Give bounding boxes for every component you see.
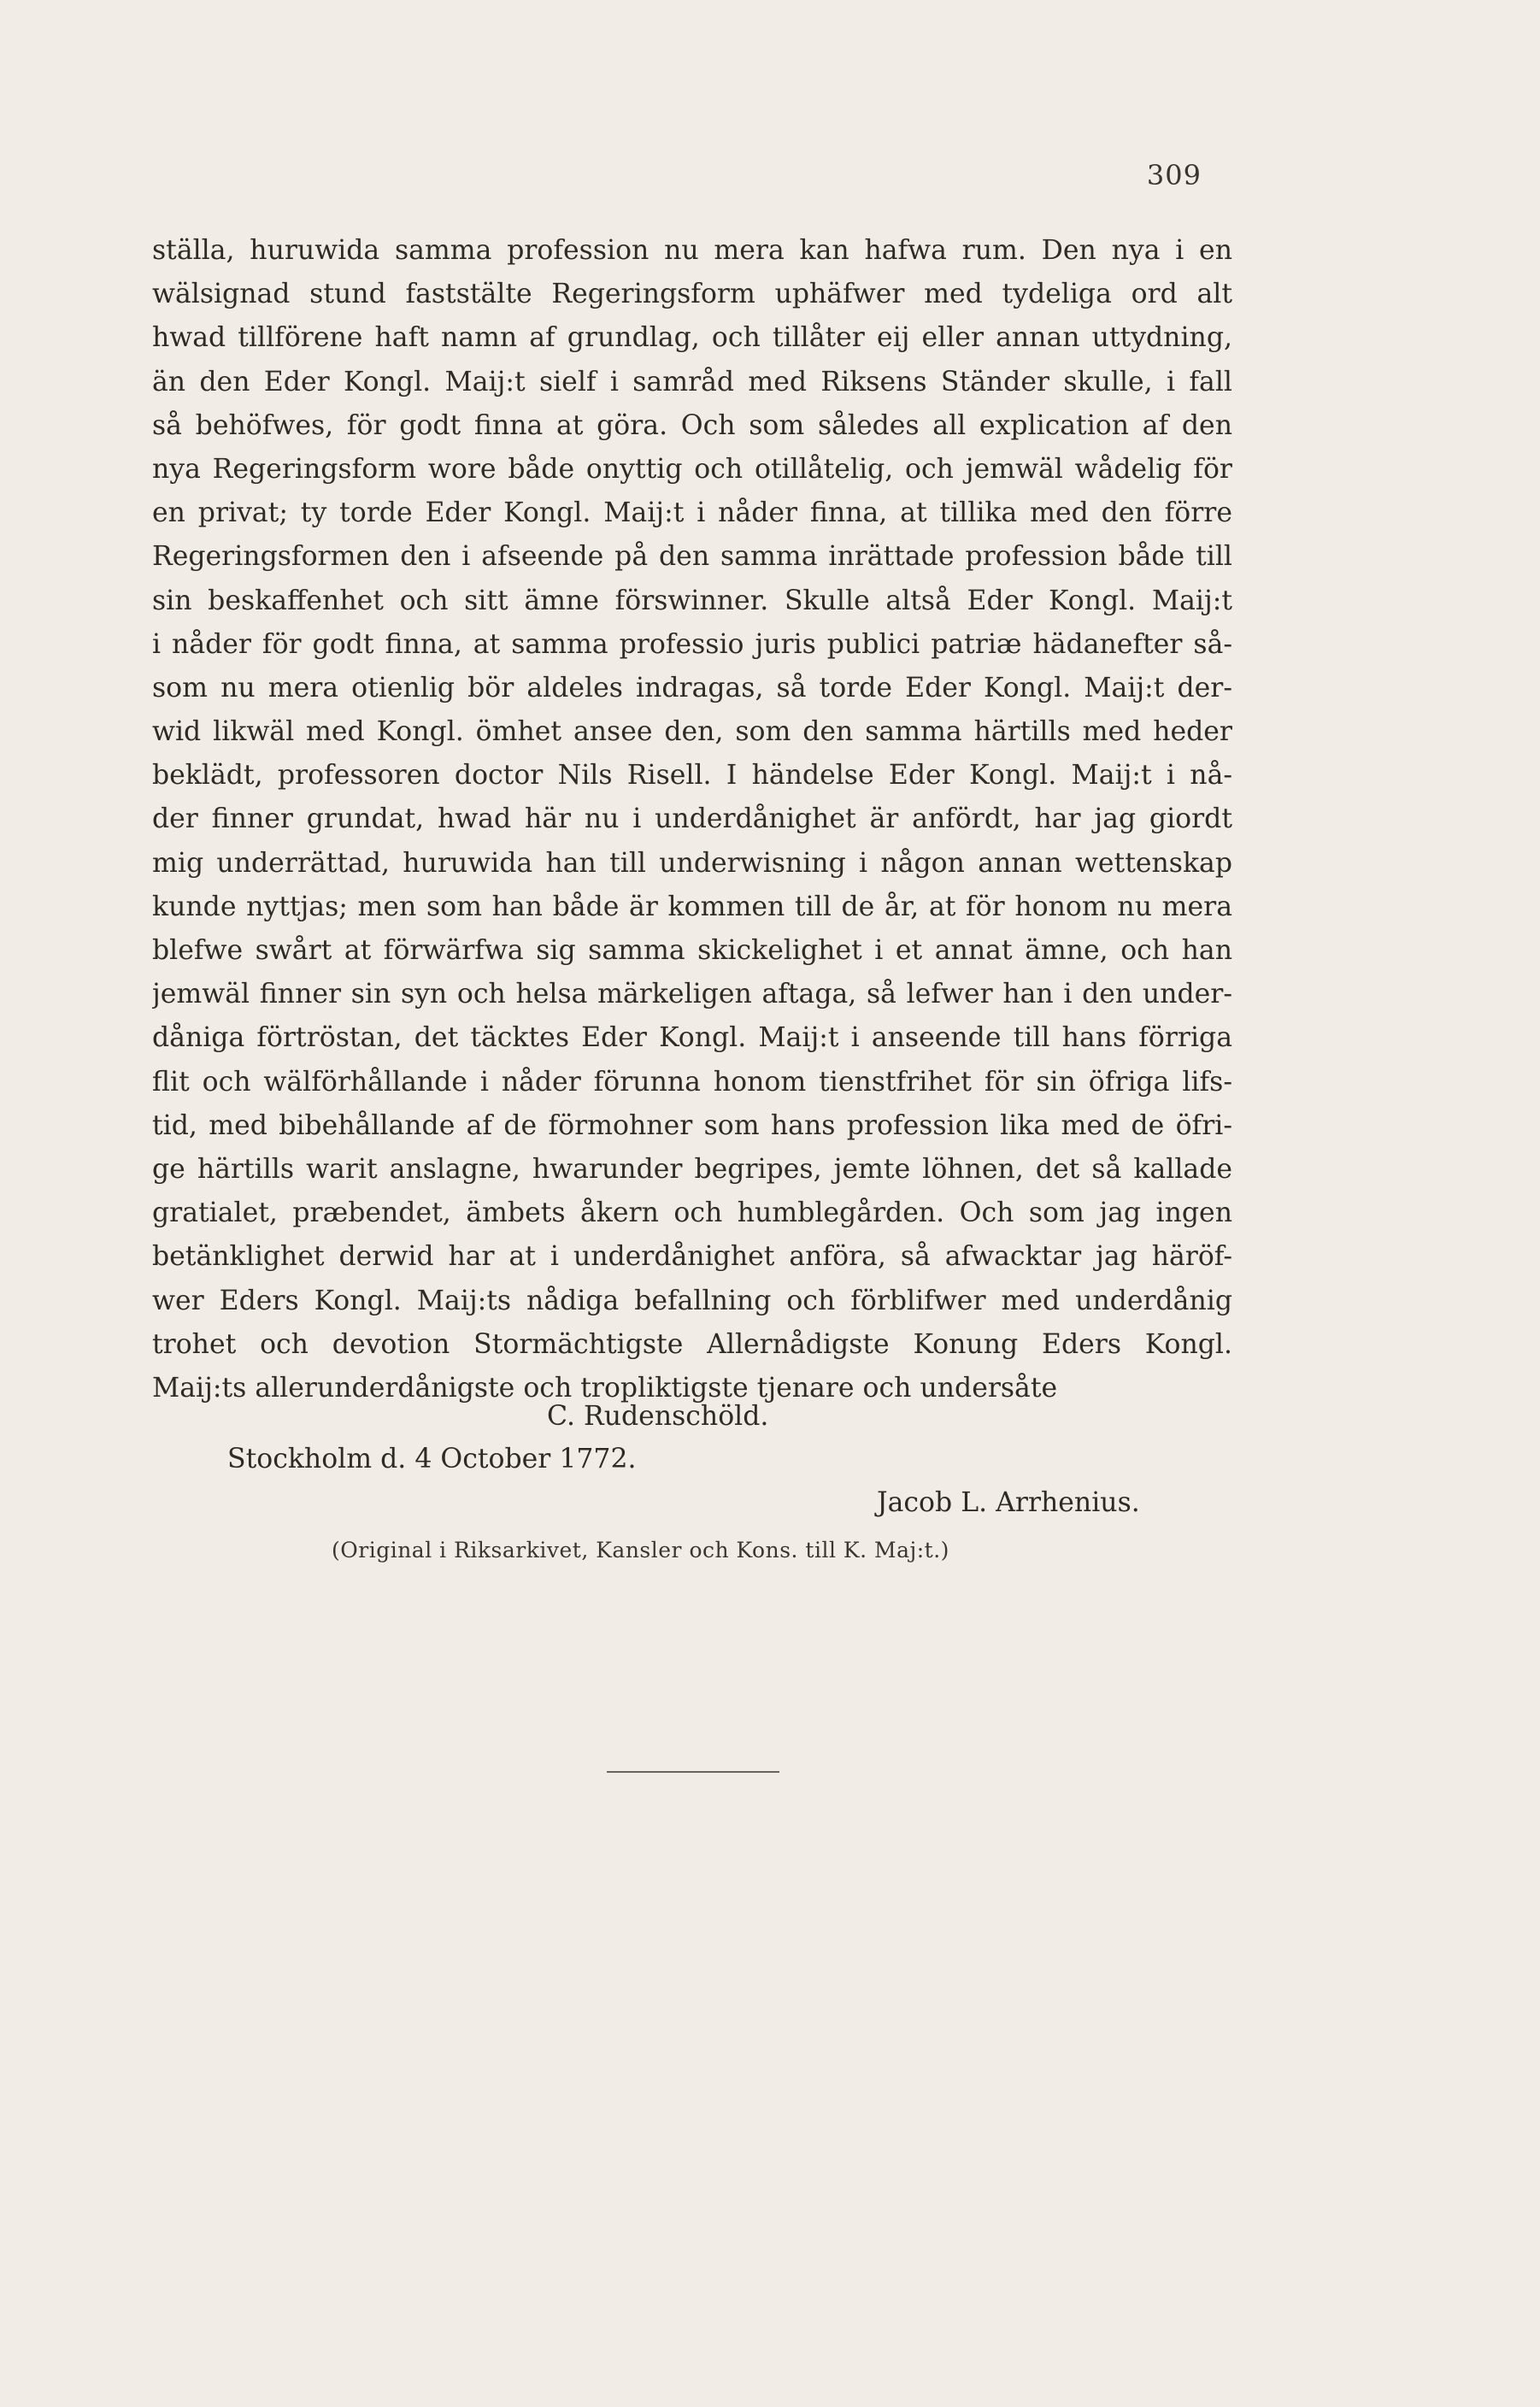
signature-rudenschold: C. Rudenschöld.	[547, 1401, 769, 1432]
text-line: beklädt, professoren doctor Nils Risell. I händelse Eder Kongl. Maij:t i nå-	[152, 760, 1232, 792]
signature-arrhenius: Jacob L. Arrhenius.	[877, 1487, 1140, 1518]
text-line: betänklighet derwid har at i underdånighet anföra, så afwacktar jag häröf-	[152, 1241, 1232, 1273]
text-line: wälsignad stund faststälte Regeringsform uphäfwer med tydeliga ord alt	[152, 279, 1232, 310]
section-divider	[607, 1771, 779, 1773]
text-line: wer Eders Kongl. Maij:ts nådiga befallning och förblifwer med underdånig	[152, 1285, 1232, 1316]
place-date-line: Stockholm d. 4 October 1772.	[227, 1444, 637, 1474]
letter-body	[152, 229, 1232, 1410]
text-line: en privat; ty torde Eder Kongl. Maij:t i nåder finna, at tillika med den förre	[152, 497, 1232, 529]
text-line: än den Eder Kongl. Maij:t sielf i samråd med Riksens Ständer skulle, i fall	[152, 366, 1232, 397]
text-line: mig underrättad, huruwida han till underwisning i någon annan wettenskap	[152, 847, 1232, 879]
text-line: så behöfwes, för godt finna at göra. Och som således all explication af den	[152, 409, 1232, 441]
text-line: Regeringsformen den i afseende på den samma inrättade profession både till	[152, 541, 1232, 573]
text-line: Maij:ts allerunderdånigste och tropliktigste tjenare och undersåte	[152, 1372, 1058, 1404]
text-line: i nåder för godt finna, at samma professio juris publici patriæ hädanefter så-	[152, 628, 1232, 660]
text-line: ge härtills warit anslagne, hwarunder begripes, jemte löhnen, det så kallade	[152, 1153, 1232, 1185]
text-line: gratialet, præbendet, ämbets åkern och humblegården. Och som jag ingen	[152, 1198, 1232, 1229]
source-note: (Original i Riksarkivet, Kansler och Kons. till K. Maj:t.)	[332, 1538, 949, 1562]
text-line: nya Regeringsform wore både onyttig och otillåtelig, och jemwäl wådelig för	[152, 453, 1232, 485]
text-line: trohet och devotion Stormächtigste Allernådigste Konung Eders Kongl.	[152, 1328, 1232, 1360]
text-line: ställa, huruwida samma profession nu mera kan hafwa rum. Den nya i en	[152, 235, 1232, 266]
text-line: wid likwäl med Kongl. ömhet ansee den, som den samma härtills med heder	[152, 716, 1232, 748]
text-line: der finner grundat, hwad här nu i underdånighet är anfördt, har jag giordt	[152, 803, 1232, 835]
text-line: jemwäl finner sin syn och helsa märkeligen aftaga, så lefwer han i den under-	[152, 979, 1232, 1010]
text-line: kunde nyttjas; men som han både är kommen till de år, at för honom nu mera	[152, 891, 1232, 922]
text-line: tid, med bibehållande af de förmohner som hans profession lika med de öfri-	[152, 1109, 1232, 1141]
text-line: dåniga förtröstan, det täcktes Eder Kongl. Maij:t i anseende till hans förriga	[152, 1022, 1232, 1054]
text-line: flit och wälförhållande i nåder förunna honom tienstfrihet för sin öfriga lifs-	[152, 1066, 1232, 1098]
text-line: hwad tillförene haft namn af grundlag, och tillåter eij eller annan uttydning,	[152, 322, 1232, 354]
text-line: som nu mera otienlig bör aldeles indragas, så torde Eder Kongl. Maij:t der-	[152, 672, 1232, 703]
text-line: sin beskaffenhet och sitt ämne förswinner. Skulle altså Eder Kongl. Maij:t	[152, 585, 1232, 616]
text-line: blefwe swårt at förwärfwa sig samma skickelighet i et annat ämne, och han	[152, 935, 1232, 966]
page-number: 309	[1146, 159, 1202, 191]
